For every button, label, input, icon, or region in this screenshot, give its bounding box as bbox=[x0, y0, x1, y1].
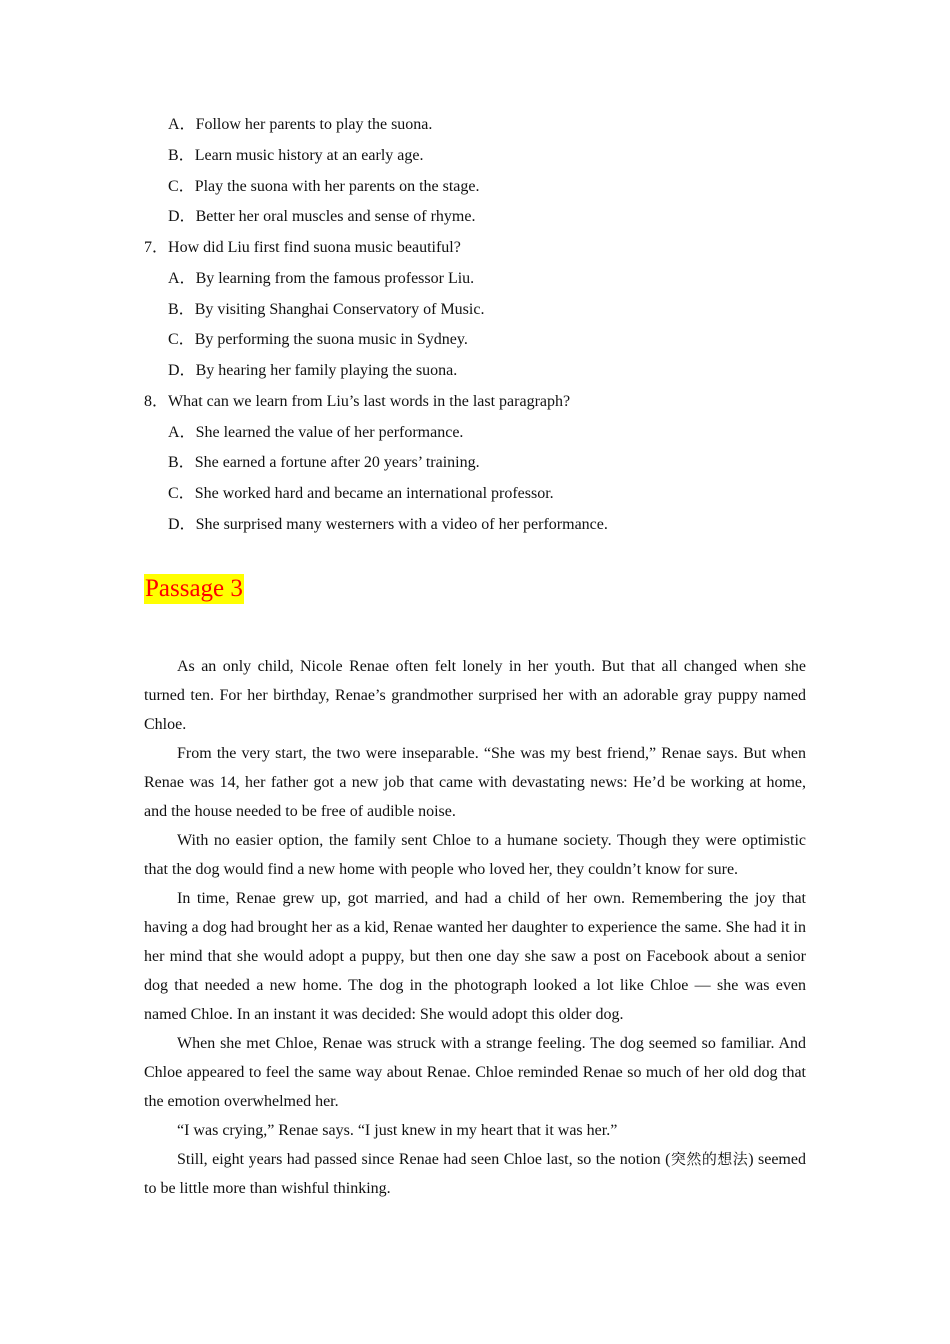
q7-option-b: B．By visiting Shanghai Conservatory of Music. bbox=[168, 300, 485, 318]
q8-option-a: A．She learned the value of her performance. bbox=[168, 423, 464, 441]
passage-paragraph: With no easier option, the family sent Chloe to a humane society. Though they were optimistic that the dog would find a new home with people who loved her, they couldn’t know for sure. bbox=[144, 832, 806, 878]
q6-option-b: B．Learn music history at an early age. bbox=[168, 146, 424, 164]
q6-option-c: C．Play the suona with her parents on the stage. bbox=[168, 177, 480, 195]
passage-paragraph: In time, Renae grew up, got married, and had a child of her own. Remembering the joy that having a dog had brought her as a kid, Renae wanted her daughter to experience the same. She had it in her mind that she would adopt a puppy, but then one day she saw a post on Facebook about a senior dog that needed a new home. The dog in the photograph looked a lot like Chloe — she was even named Chloe. In an instant it was decided: She would adopt this older dog. bbox=[144, 890, 806, 1023]
q6-option-a: A．Follow her parents to play the suona. bbox=[168, 116, 433, 133]
question-block bbox=[144, 110, 806, 541]
passage-paragraph-last: Still, eight years had passed since Renae had seen Chloe last, so the notion (突然的想法) seemed to be little more than wishful thinking. bbox=[144, 1150, 806, 1197]
q7-option-c: C．By performing the suona music in Sydney. bbox=[168, 331, 468, 349]
passage-paragraph: “I was crying,” Renae says. “I just knew in my heart that it was her.” bbox=[177, 1122, 618, 1139]
q8-option-c: C．She worked hard and became an international professor. bbox=[168, 485, 554, 502]
q6-option-d: D．Better her oral muscles and sense of rhyme. bbox=[168, 208, 476, 226]
q8-option-d: D．She surprised many westerners with a video of her performance. bbox=[168, 515, 608, 533]
q8-option-b: B．She earned a fortune after 20 years’ training. bbox=[168, 454, 480, 472]
q7-option-d: D．By hearing her family playing the suona. bbox=[168, 362, 458, 379]
passage-heading: Passage 3 bbox=[145, 575, 243, 602]
q7-option-a: A．By learning from the famous professor Liu. bbox=[168, 269, 475, 287]
q7-stem: 7．How did Liu first find suona music beautiful? bbox=[144, 239, 461, 256]
passage-paragraph: As an only child, Nicole Renae often felt lonely in her youth. But that all changed when she turned ten. For her birthday, Renae’s grandmother surprised her with an adorable gray puppy named Chloe. bbox=[144, 658, 806, 733]
passage-paragraph: From the very start, the two were inseparable. “She was my best friend,” Renae says. But when Renae was 14, her father got a new job that came with devastating news: He’d be working at home, and the house needed to be free of audible noise. bbox=[144, 745, 806, 820]
chinese-gloss: 突然的想法 bbox=[670, 1150, 749, 1168]
passage-body bbox=[144, 652, 806, 1203]
q8-stem: 8．What can we learn from Liu’s last words in the last paragraph? bbox=[144, 392, 571, 410]
passage-paragraph: When she met Chloe, Renae was struck with a strange feeling. The dog seemed so familiar. And Chloe appeared to feel the same way about Renae. Chloe reminded Renae so much of her old dog that the emotion overwhelmed her. bbox=[144, 1035, 806, 1110]
